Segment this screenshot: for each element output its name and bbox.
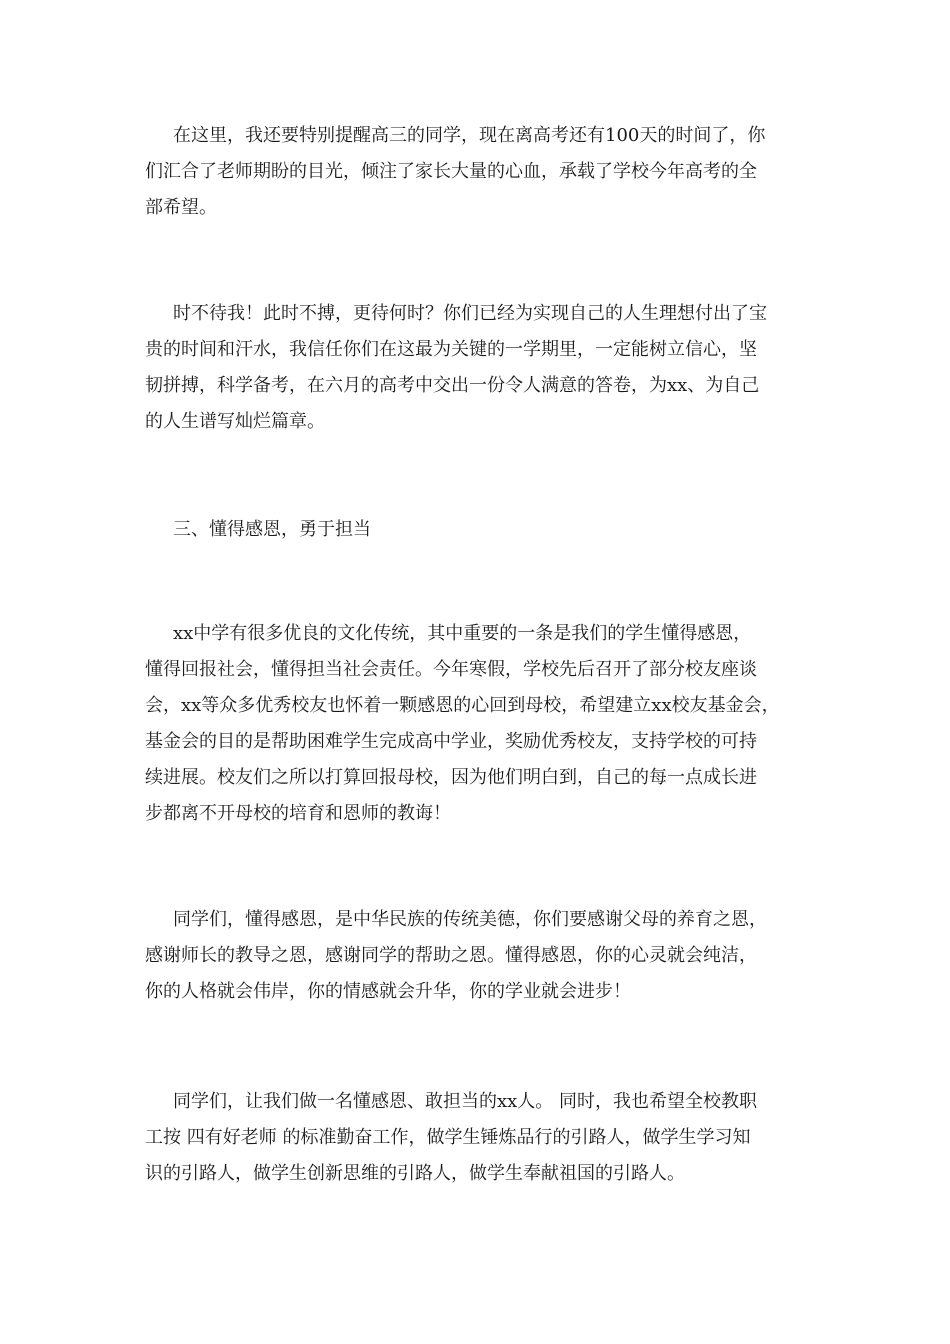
paragraph-line: 时不待我！此时不搏，更待何时？你们已经为实现自己的人生理想付出了宝 — [173, 303, 767, 324]
paragraph-line: 工按 四有好老师 的标准勤奋工作，做学生锤炼品行的引路人，做学生学习知 — [145, 1127, 751, 1148]
paragraph-line: xx中学有很多优良的文化传统，其中重要的一条是我们的学生懂得感恩， — [173, 623, 752, 644]
paragraph-line: 同学们，让我们做一名懂感恩、敢担当的xx人。 同时，我也希望全校教职 — [173, 1091, 758, 1112]
paragraph-line: 同学们，懂得感恩，是中华民族的传统美德，你们要感谢父母的养育之恩， — [173, 909, 767, 930]
paragraph-line: 贵的时间和汗水，我信任你们在这最为关键的一学期里，一定能树立信心，坚 — [145, 339, 757, 360]
paragraph-line: 你的人格就会伟岸，你的情感就会升华，你的学业就会进步！ — [145, 981, 631, 1002]
section-heading-text: 三、懂得感恩，勇于担当 — [173, 519, 371, 540]
section-heading-gratitude — [145, 512, 825, 548]
paragraph-line: 识的引路人，做学生创新思维的引路人，做学生奉献祖国的引路人。 — [145, 1163, 685, 1184]
paragraph-be-grateful — [145, 902, 825, 1010]
paragraph-line: 续进展。校友们之所以打算回报母校，因为他们明白到，自己的每一点成长进 — [145, 767, 757, 788]
paragraph-line: 感谢师长的教导之恩，感谢同学的帮助之恩。懂得感恩，你的心灵就会纯洁， — [145, 945, 757, 966]
paragraph-seize-the-moment — [145, 296, 825, 440]
paragraph-alumni-foundation — [145, 616, 825, 832]
paragraph-line: 韧拼搏，科学备考，在六月的高考中交出一份令人满意的答卷，为xx、为自己 — [145, 375, 760, 396]
paragraph-line: 会，xx等众多优秀校友也怀着一颗感恩的心回到母校，希望建立xx校友基金会， — [145, 695, 780, 716]
paragraph-line: 的人生谱写灿烂篇章。 — [145, 411, 325, 432]
paragraph-line: 基金会的目的是帮助困难学生完成高中学业，奖励优秀校友，支持学校的可持 — [145, 731, 757, 752]
paragraph-line: 在这里，我还要特别提醒高三的同学，现在离高考还有100天的时间了，你 — [173, 125, 766, 146]
paragraph-line: 部希望。 — [145, 197, 217, 218]
paragraph-teachers-role — [145, 1084, 825, 1192]
paragraph-line: 懂得回报社会，懂得担当社会责任。今年寒假，学校先后召开了部分校友座谈 — [145, 659, 757, 680]
paragraph-line: 们汇合了老师期盼的目光，倾注了家长大量的心血，承载了学校今年高考的全 — [145, 161, 757, 182]
paragraph-gaokao-reminder — [145, 118, 825, 226]
paragraph-line: 步都离不开母校的培育和恩师的教诲！ — [145, 803, 451, 824]
